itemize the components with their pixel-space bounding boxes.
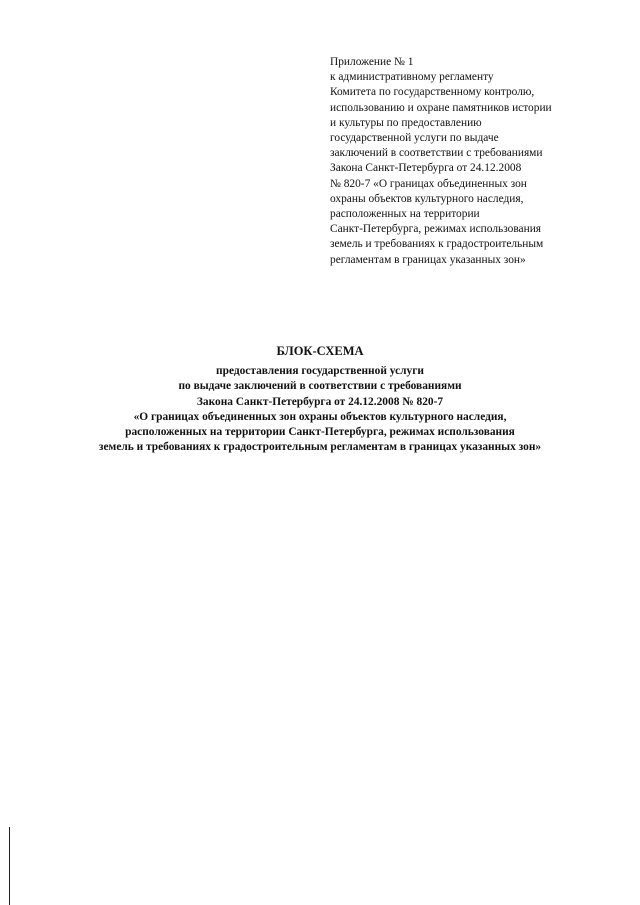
document-title: БЛОК-СХЕМА bbox=[276, 344, 364, 358]
appendix-line: заключений в соответствии с требованиями bbox=[330, 147, 543, 160]
appendix-line: расположенных на территории bbox=[330, 208, 480, 221]
appendix-line: и культуры по предоставлению bbox=[330, 116, 482, 129]
document-title-block bbox=[40, 344, 600, 456]
appendix-line: регламентам в границах указанных зон» bbox=[330, 253, 526, 266]
title-line: по выдаче заключений в соответствии с требованиями bbox=[178, 380, 462, 393]
appendix-line: государственной услуги по выдаче bbox=[330, 132, 499, 145]
appendix-line-number: Приложение № 1 bbox=[330, 56, 414, 68]
title-line: расположенных на территории Санкт-Петербурга, режимах использования bbox=[125, 426, 515, 439]
title-line: земель и требованиях к градостроительным регламентам в границах указанных зон» bbox=[98, 441, 542, 454]
title-line: предоставления государственной услуги bbox=[216, 365, 424, 377]
appendix-line: к административному регламенту bbox=[330, 71, 494, 84]
title-line: Закона Санкт-Петербурга от 24.12.2008 № 820-7 bbox=[196, 395, 444, 408]
appendix-line: охраны объектов культурного наследия, bbox=[330, 192, 524, 205]
appendix-line: Закона Санкт-Петербурга от 24.12.2008 bbox=[330, 162, 522, 175]
appendix-line: использованию и охране памятников истории bbox=[330, 101, 552, 114]
title-line: «О границах объединенных зон охраны объектов культурного наследия, bbox=[133, 410, 507, 423]
appendix-line: земель и требованиях к градостроительным bbox=[330, 238, 544, 251]
scan-edge-line bbox=[9, 827, 10, 905]
appendix-line: Санкт-Петербурга, режимах использования bbox=[330, 223, 542, 236]
appendix-line: Комитета по государственному контролю, bbox=[330, 86, 535, 99]
appendix-note bbox=[330, 55, 630, 268]
appendix-line: № 820-7 «О границах объединенных зон bbox=[330, 177, 527, 190]
